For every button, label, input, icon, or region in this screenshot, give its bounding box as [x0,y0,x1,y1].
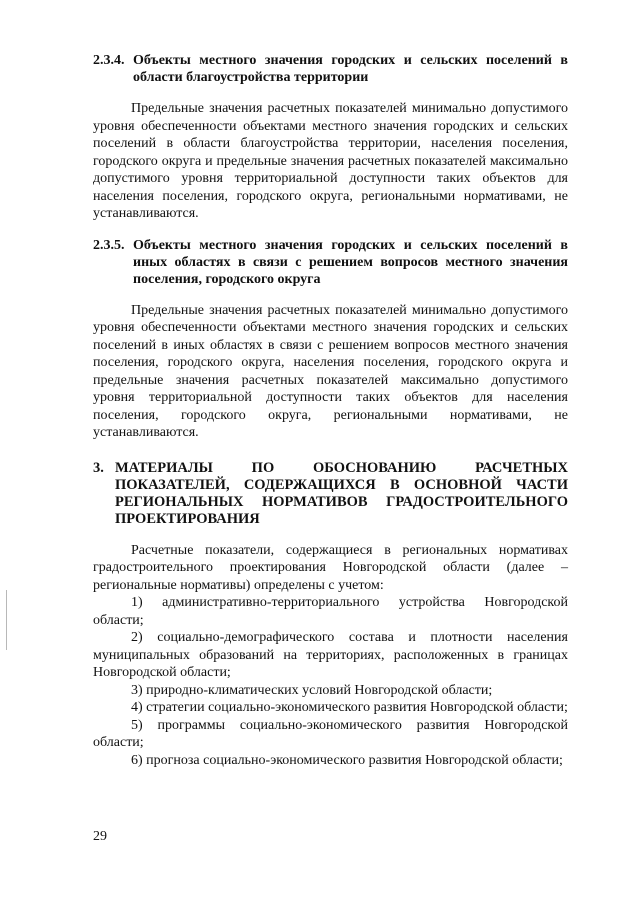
chapter-number: 3. [93,459,104,476]
section-paragraph: Предельные значения расчетных показателей минимально допустимого уровня обеспеченности объектами местного значения городских и сельских поселений в области благоустройства территории, населения поселения, городского округа и предельные значения расчетных показателей максимально допустимого уровня территориальной доступности таких объектов для населения поселения, городского округа, региональными нормативами, не устанавливаются. [93,101,568,221]
section-heading-2-3-5 [93,237,568,288]
section-heading-2-3-4 [93,52,568,86]
section-title: Объекты местного значения городских и сельских поселений в области благоустройства территории [133,53,568,85]
page-number: 29 [93,829,107,844]
section-number: 2.3.5. [93,237,125,253]
scan-edge-mark [6,590,7,650]
section-title: Объекты местного значения городских и сельских поселений в иных областях в связи с решением вопросов местного значения поселения, городского округа [133,237,568,287]
list-item: 3) природно-климатических условий Новгородской области; [131,682,493,698]
chapter-intro: Расчетные показатели, содержащиеся в региональных нормативах градостроительного проектирования Новгородской области (далее – региональные нормативы) определены с учетом: [93,542,568,593]
chapter-heading-3 [93,460,568,528]
section-number: 2.3.4. [93,53,125,68]
list-item: 1) административно-территориального устройства Новгородской области; [93,595,568,628]
page-content [93,52,568,769]
list-item: 2) социально-демографического состава и плотности населения муниципальных образований на территориях, расположенных в границах Новгородской области; [93,630,568,680]
list-item: 6) прогноза социально-экономического развития Новгородской области; [131,752,563,768]
chapter-title: МАТЕРИАЛЫ ПО ОБОСНОВАНИЮ РАСЧЕТНЫХ ПОКАЗАТЕЛЕЙ, СОДЕРЖАЩИХСЯ В ОСНОВНОЙ ЧАСТИ РЕГИОНАЛЬНЫХ НОРМАТИВОВ ГРАДОСТРОИТЕЛЬНОГО ПРОЕКТИРОВАНИЯ [115,459,568,527]
list-item: 4) стратегии социально-экономического развития Новгородской области; [131,700,568,715]
list-item: 5) программы социально-экономического развития Новгородской области; [93,717,568,750]
section-paragraph: Предельные значения расчетных показателей минимально допустимого уровня обеспеченности объектами местного значения городских и сельских поселений в иных областях в связи с решением вопросов местного значения поселения, городского округа, населения поселения, городского округа и предельные значения расчетных показателей максимально допустимого уровня территориальной доступности таких объектов для населения поселения, городского округа, региональными нормативами, не устанавливаются. [93,302,568,440]
